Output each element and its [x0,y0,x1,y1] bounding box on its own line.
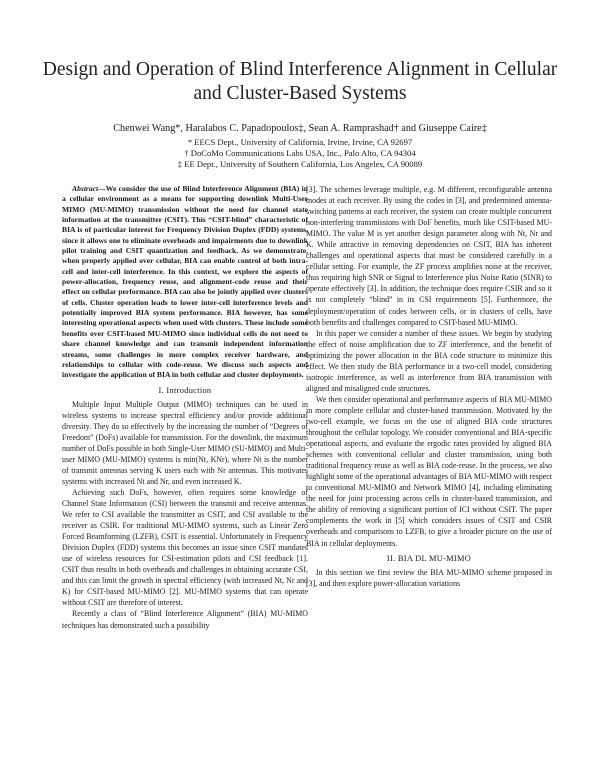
intro-paragraph-5: In this paper we consider a number of these issues. We begin by studying the effect of noise amplification due to ZF interference, and the benefit of optimizing the power allocation in the BIA code structure to minimize this effect. We then study the BIA performance in a two-cell model, considering isotropic interference, as well as interference from BIA transmission with aligned and misaligned code structures. [306,328,552,393]
bia-paragraph-1: In this section we first review the BIA MU-MIMO scheme proposed in [3], and then explore power-allocation variations [306,567,552,588]
section-heading-introduction: I. Introduction [158,385,212,395]
affiliation-2: † DoCoMo Communications Labs USA, Inc., Palo Alto, CA 94304 [184,148,416,158]
intro-paragraph-6: We then consider operational and performance aspects of BIA MU-MIMO in more complete cellular and cluster-based transmission. Motivated by the two-cell example, we focus on the use of aligned BIA code structures throughout the cellular topology. We consider conventional and BIA-specific operational aspects, and evaluate the ergodic rates provided by aligned BIA schemes with conventional cellular and cluster transmission, using both traditional frequency reuse as well as BIA code-reuse. In the process, we also highlight some of the operational advantages of BIA MU-MIMO with respect to conventional MU-MIMO and Network MIMO [4], including eliminating the need for joint processing across cells in cluster-based transmission, and the ability of removing a significant portion of ICI without CSIT. The paper complements the work in [5] which considers issues of CSIT and CSIR overheads and comparisons to LZFB, to give a broader picture on the use of BIA in cellular deployments. [306,394,552,548]
left-column [62,184,308,631]
abstract-text: —We consider the use of Blind Interference Alignment (BIA) in a cellular environment as a means for supporting downlink Multi-User MIMO (MU-MIMO) transmission without the need for channel state information at the transmitter (CSIT). This “CSIT-blind” characteristic of BIA is of particular interest for Frequency Division Duplex (FDD) systems, since it allows one to eliminate overheads and impairments due to downlink pilot training and CSIT quantization and feedback. As we demonstrate, when properly applied over cellular, BIA can enable control of both intra-cell and inter-cell interference. In this context, we explore the aspects of power-allocation, frequency reuse, and alignment-code reuse and their effect on cellular performance. BIA can also be jointly applied over clusters of cells. Cluster operation leads to lower inter-cell interference levels and potentially improved BIA system performance. BIA however, has some interesting operational aspects when used with clusters. These include some benefits over CSIT-based MU-MIMO since individual cells do not need to share channel knowledge and can transmit independent information streams, some challenges in more complex receiver hardware, and relationships to cellular with code-reuse. We discuss such aspects and investigate the application of BIA in both cellular and cluster deployments. [62,184,308,380]
author-list: Chenwei Wang*, Haralabos C. Papadopoulos‡, Sean A. Ramprashad† and Giuseppe Caire‡ [113,123,487,134]
paper-title: Design and Operation of Blind Interference Alignment in Cellular and Cluster-Based Systems [42,59,558,104]
affiliation-1: * EECS Dept., University of California, Irvine, Irvine, CA 92697 [187,137,413,147]
abstract-lead: Abstract [72,184,99,193]
right-column [306,184,552,589]
intro-paragraph-1: Multiple Input Multiple Output (MIMO) techniques can be used in wireless systems to increase spectral efficiency and/or provide additional diversity. They do so effectively by the increasing the number of “Degrees of Freedom” (DoFs) available for transmission. For the downlink, the maximum number of DoFs possible in both Single-User MIMO (SU-MIMO) and Multi-user MIMO (MU-MIMO) systems is min(Nt, KNr), where Nt is the number of transmit antennas serving K users each with Nr antennas. This motivates systems with increased Nt and Nr, and even increased K. [62,399,308,486]
abstract [62,184,308,381]
affiliation-3: ‡ EE Dept., University of Southern California, Los Angeles, CA 90089 [177,159,423,169]
section-heading-bia: II. BIA DL MU-MIMO [386,553,472,563]
intro-paragraph-4: [3]. The schemes leverage multiple, e.g. M different, reconfigurable antenna modes at each receiver. By using the codes in [3], and predermined antenna-switching patterns at each receiver, the system can create multiple concurrent non-interfering transmissions with DoF benefits, much like CSIT-based MU-MIMO. The value M is yet another design parameter along with Nt, Nr and K. While attractive in removing dependencies on CSIT, BIA has inherent challenges and operational aspects that must be considered carefully in a cellular setting. For example, the ZF process amplifies noise at the receiver, thus requiring high SNR or Signal to Interference plus Noise Ratio (SINR) to operate effectively [3]. In addition, the technique does require CSIR and so it is not completely “blind” in its CSI requirements [5]. Furthermore, the deployment/operation of codes between cells, or in clusters of cells, have both benefits and challenges compared to CSIT-based MU-MIMO. [306,185,552,327]
intro-paragraph-3: Recently a class of “Blind Interference Alignment” (BIA) MU-MIMO techniques has demonstrated such a possibility [62,609,308,630]
intro-paragraph-2: Achieving such DoFs, however, often requires some knowledge of Channel State Information (CSI) between the transmit and receive antennas. We refer to CSI available the transmitter as CSIT, and CSI available to the receiver as CSIR. For traditional MU-MIMO systems, such as Linear Zero Forced Beamforming (LZFB), CSIT is essential. Unfortunately in Frequency Division Duplex (FDD) systems this becomes an issue since CSIT mandates use of wireless resources for CSI-estimation pilots and CSI feedback [1]. CSIT thus results in both overheads and challenges in obtaining accurate CSI, and this can limit the growth in spectral efficiency (with increased Nt, Nr and K) for CSIT-based MU-MIMO [2]. MU-MIMO systems that can operate without CSIT are therefore of interest. [62,487,308,608]
